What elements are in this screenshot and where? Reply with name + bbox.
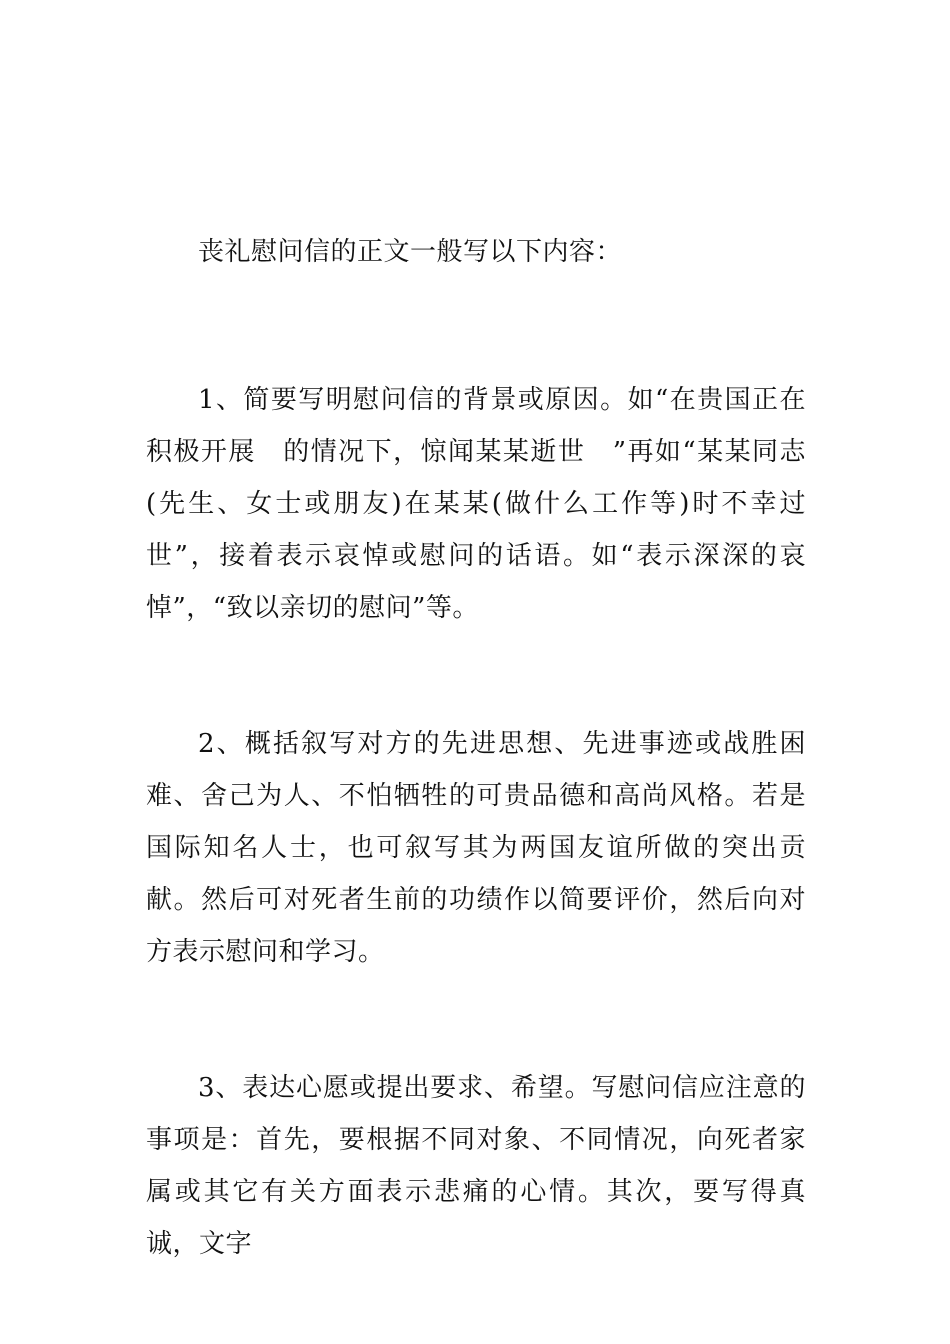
paragraph-2-deeds: 2、概括叙写对方的先进思想、先进事迹或战胜困难、舍己为人、不怕牺牲的可贵品德和高尚风格。若是国际知名人士，也可叙写其为两国友谊所做的突出贡献。然后可对死者生前的功绩作以简要评价，然后向对方表示慰问和学习。: [146, 729, 806, 967]
paragraph-1-background: 1、简要写明慰问信的背景或原因。如“在贵国正在积极开展 的情况下，惊闻某某逝世 ”再如“某某同志(先生、女士或朋友)在某某(做什么工作等)时不幸过世”，接着表示哀悼或慰问的话语。如“表示深深的哀悼”，“致以亲切的慰问”等。: [146, 385, 806, 623]
intro-paragraph: 丧礼慰问信的正文一般写以下内容：: [198, 237, 623, 267]
paragraph-3-wishes: 3、表达心愿或提出要求、希望。写慰问信应注意的事项是：首先，要根据不同对象、不同情况，向死者家属或其它有关方面表示悲痛的心情。其次，要写得真诚，文字: [146, 1073, 806, 1259]
